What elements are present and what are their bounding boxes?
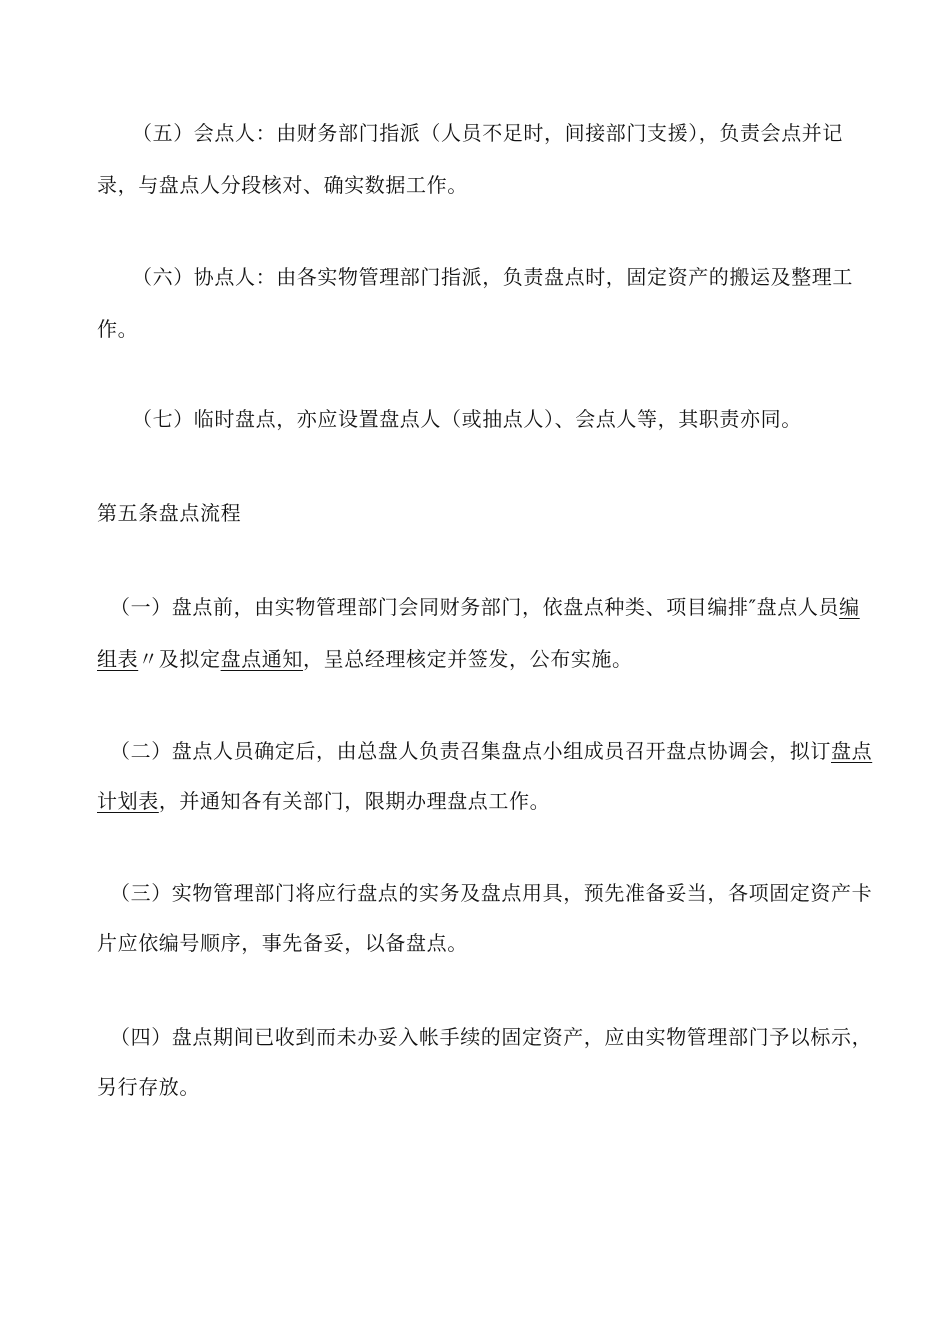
step-1-line-1-underlined: 编 xyxy=(839,595,860,619)
step-1-line-1-text: （一）盘点前，由实物管理部门会同财务部门，依盘点种类、项目编排″盘点人员 xyxy=(110,595,840,619)
item-5-line-2: 录，与盘点人分段核对、确实数据工作。 xyxy=(97,173,468,197)
step-1-form-name: 组表 xyxy=(97,647,139,671)
section-heading: 第五条盘点流程 xyxy=(97,501,242,525)
step-2-line-1 xyxy=(110,738,872,764)
item-7-line-1: （七）临时盘点，亦应设置盘点人（或抽点人）、会点人等，其职责亦同。 xyxy=(132,407,802,431)
item-6-line-2: 作。 xyxy=(97,317,139,341)
item-5-line-1: （五）会点人：由财务部门指派（人员不足时，间接部门支援），负责会点并记 xyxy=(132,121,843,145)
step-1-notice-name: 盘点通知 xyxy=(220,647,304,671)
step-1-line-2 xyxy=(97,646,633,672)
step-1-line-2-text-b: ，呈总经理核定并签发，公布实施。 xyxy=(303,647,633,671)
step-2-line-1-underlined: 盘点 xyxy=(831,739,873,763)
step-4-line-2: 另行存放。 xyxy=(97,1075,200,1099)
step-2-line-2 xyxy=(97,788,550,814)
step-3-line-1: （三）实物管理部门将应行盘点的实务及盘点用具，预先准备妥当，各项固定资产卡 xyxy=(110,881,873,905)
step-2-line-2-text: ，并通知各有关部门，限期办理盘点工作。 xyxy=(158,789,551,813)
step-2-line-1-text: （二）盘点人员确定后，由总盘人负责召集盘点小组成员召开盘点协调会，拟订 xyxy=(110,739,831,763)
step-1-line-2-text-a: 〃及拟定 xyxy=(138,647,221,671)
step-4-line-1: （四）盘点期间已收到而未办妥入帐手续的固定资产，应由实物管理部门予以标示， xyxy=(110,1025,873,1049)
step-1-line-1 xyxy=(110,594,860,620)
item-6-line-1: （六）协点人：由各实物管理部门指派，负责盘点时，固定资产的搬运及整理工 xyxy=(132,265,853,289)
step-3-line-2: 片应依编号顺序，事先备妥，以备盘点。 xyxy=(97,931,468,955)
step-2-plan-name: 计划表 xyxy=(97,789,159,813)
